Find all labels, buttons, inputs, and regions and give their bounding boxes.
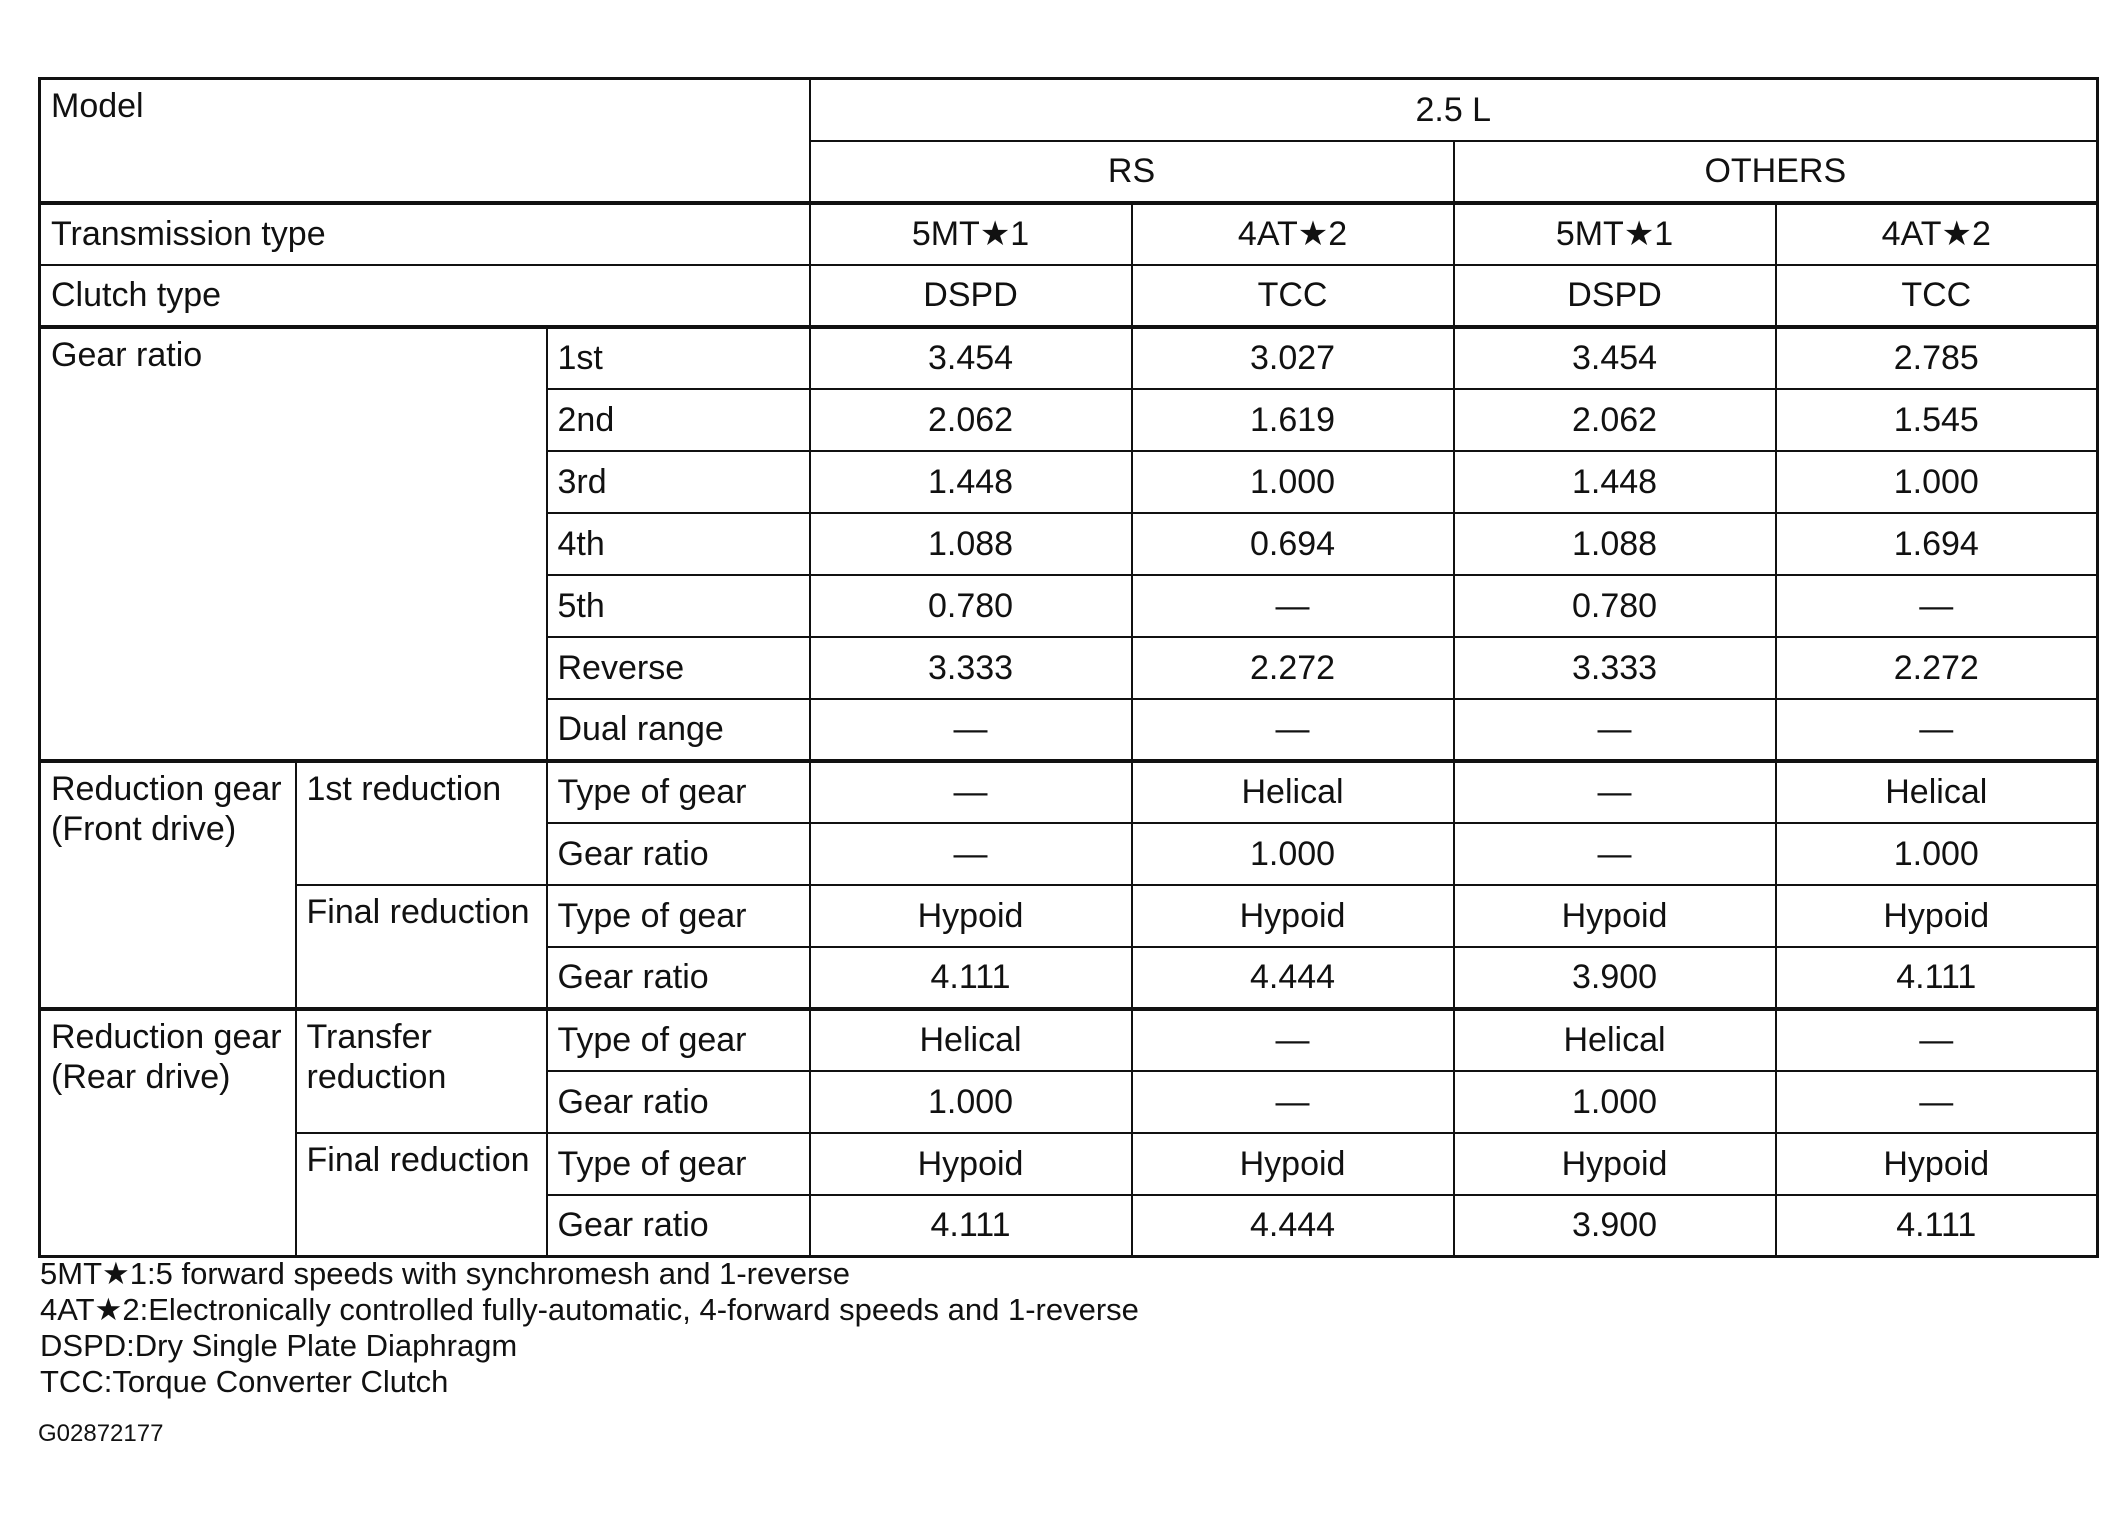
value-cell: — [1776,699,2098,761]
group-header-others: OTHERS [1454,141,2098,203]
value-cell: 3.027 [1132,327,1454,389]
value-cell: 1.088 [810,513,1132,575]
gear-ratio-label: Gear ratio [40,327,547,761]
value-cell: — [1454,761,1776,823]
value-cell: — [810,823,1132,885]
clutch-type-row [40,265,2098,327]
value-cell: — [810,699,1132,761]
value-cell: 5MT★1 [1454,203,1776,265]
gear-label: 5th [547,575,810,637]
value-cell: — [1132,1071,1454,1133]
value-cell: 5MT★1 [810,203,1132,265]
value-cell: Hypoid [1454,885,1776,947]
value-cell: 2.062 [1454,389,1776,451]
gear-ratio-sublabel: Gear ratio [547,947,810,1009]
value-cell: Helical [810,1009,1132,1071]
value-cell: 2.272 [1132,637,1454,699]
value-cell: — [1454,823,1776,885]
value-cell: — [1132,575,1454,637]
gear-ratio-sublabel: Gear ratio [547,1071,810,1133]
transmission-type-row [40,203,2098,265]
value-cell: Hypoid [810,885,1132,947]
gear-label: Dual range [547,699,810,761]
value-cell: 4.111 [810,1195,1132,1257]
front-first-reduction-label: 1st reduction [296,761,547,885]
gear-ratio-sublabel: Gear ratio [547,823,810,885]
value-cell: 1.000 [1776,451,2098,513]
value-cell: 2.062 [810,389,1132,451]
footnote-dspd: DSPD:Dry Single Plate Diaphragm [40,1328,518,1363]
value-cell: 1.448 [1454,451,1776,513]
value-cell: 1.000 [1132,823,1454,885]
value-cell: 0.780 [1454,575,1776,637]
figure-id: G02872177 [38,1420,164,1447]
rear-transfer-reduction-label: Transfer reduction [296,1009,547,1133]
value-cell: 4AT★2 [1776,203,2098,265]
value-cell: TCC [1776,265,2098,327]
front-drive-row [40,761,2098,823]
type-of-gear-label: Type of gear [547,885,810,947]
value-cell: TCC [1132,265,1454,327]
value-cell: — [1132,699,1454,761]
type-of-gear-label: Type of gear [547,1133,810,1195]
value-cell: 4.111 [1776,947,2098,1009]
value-cell: DSPD [810,265,1132,327]
value-cell: Helical [1776,761,2098,823]
value-cell: 2.785 [1776,327,2098,389]
footnote-tcc: TCC:Torque Converter Clutch [40,1364,449,1399]
footnote-4at: 4AT★2:Electronically controlled fully-automatic, 4-forward speeds and 1-reverse [40,1292,1139,1327]
value-cell: 3.333 [810,637,1132,699]
value-cell: Hypoid [810,1133,1132,1195]
value-cell: 4.111 [1776,1195,2098,1257]
value-cell: 2.272 [1776,637,2098,699]
group-header-rs: RS [810,141,1454,203]
gear-ratio-row [40,327,2098,389]
value-cell: — [1454,699,1776,761]
value-cell: Hypoid [1776,1133,2098,1195]
value-cell: — [1132,1009,1454,1071]
value-cell: 1.448 [810,451,1132,513]
value-cell: 3.900 [1454,1195,1776,1257]
value-cell: 3.333 [1454,637,1776,699]
value-cell: 1.000 [810,1071,1132,1133]
footnote-5mt: 5MT★1:5 forward speeds with synchromesh and 1-reverse [40,1256,851,1291]
value-cell: Hypoid [1454,1133,1776,1195]
rear-drive-label: Reduction gear (Rear drive) [40,1009,296,1257]
value-cell: Helical [1132,761,1454,823]
type-of-gear-label: Type of gear [547,1009,810,1071]
front-final-reduction-label: Final reduction [296,885,547,1009]
value-cell: 1.000 [1132,451,1454,513]
value-cell: 3.900 [1454,947,1776,1009]
value-cell: 1.000 [1454,1071,1776,1133]
value-cell: 1.545 [1776,389,2098,451]
value-cell: — [1776,1009,2098,1071]
gear-label: Reverse [547,637,810,699]
value-cell: 3.454 [810,327,1132,389]
clutch-type-label: Clutch type [40,265,810,327]
front-drive-row [40,885,2098,947]
gear-ratio-sublabel: Gear ratio [547,1195,810,1257]
gear-label: 4th [547,513,810,575]
value-cell: Hypoid [1776,885,2098,947]
type-of-gear-label: Type of gear [547,761,810,823]
model-label: Model [40,79,810,203]
value-cell: 4.444 [1132,1195,1454,1257]
gear-label: 2nd [547,389,810,451]
value-cell: 1.619 [1132,389,1454,451]
rear-drive-row [40,1133,2098,1195]
value-cell: Hypoid [1132,885,1454,947]
rear-final-reduction-label: Final reduction [296,1133,547,1257]
footnotes [40,1256,1139,1400]
rear-drive-row [40,1009,2098,1071]
value-cell: 4.111 [810,947,1132,1009]
value-cell: 0.780 [810,575,1132,637]
transmission-type-label: Transmission type [40,203,810,265]
value-cell: Hypoid [1132,1133,1454,1195]
transmission-spec-table [38,77,2099,1258]
front-drive-label: Reduction gear (Front drive) [40,761,296,1009]
value-cell: 4AT★2 [1132,203,1454,265]
value-cell: — [1776,1071,2098,1133]
value-cell: 1.088 [1454,513,1776,575]
gear-label: 3rd [547,451,810,513]
value-cell: 0.694 [1132,513,1454,575]
value-cell: 4.444 [1132,947,1454,1009]
value-cell: 1.694 [1776,513,2098,575]
value-cell: Helical [1454,1009,1776,1071]
value-cell: 3.454 [1454,327,1776,389]
value-cell: 1.000 [1776,823,2098,885]
gear-label: 1st [547,327,810,389]
value-cell: — [1776,575,2098,637]
value-cell: DSPD [1454,265,1776,327]
header-row-engine [40,79,2098,141]
engine-header: 2.5 L [810,79,2098,141]
value-cell: — [810,761,1132,823]
